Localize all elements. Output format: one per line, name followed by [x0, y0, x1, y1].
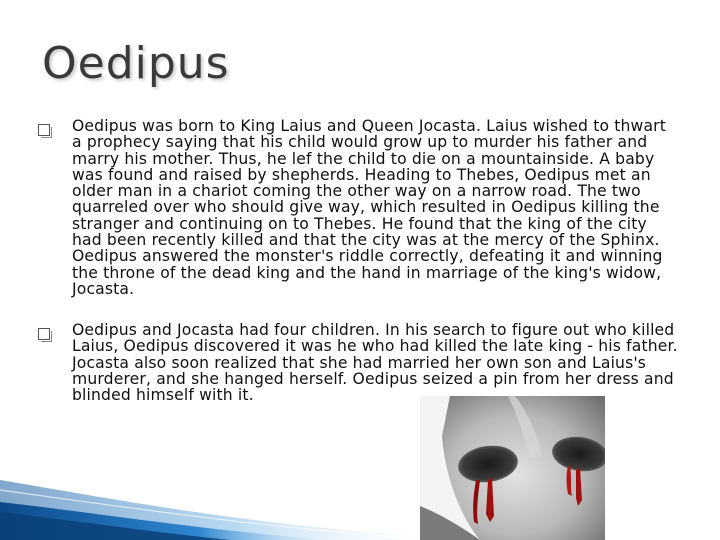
bullet-item: [38, 118, 678, 297]
bleeding-mask-image: [420, 396, 605, 540]
bullet-item: [38, 322, 678, 403]
slide-title: Oedipus: [42, 38, 230, 89]
bullet-marker-icon: [38, 328, 50, 340]
bullet-marker-icon: [38, 124, 50, 136]
bullet-text: Oedipus and Jocasta had four children. In his search to figure out who killed Laius, Oedipus discovered it was he who had killed the late king - his father. Jocasta also soon realized that she had married her own son and Laius's murderer, and she hanged herself. Oedipus seized a pin from her dress and blinded himself with it.: [72, 321, 678, 405]
mask-illustration: [420, 396, 605, 540]
corner-swoosh-decoration: [0, 450, 460, 540]
bullet-text: Oedipus was born to King Laius and Queen Jocasta. Laius wished to thwart a prophecy saying that his child would grow up to murder his father and marry his mother. Thus, he lef the child to die on a mountainside. A baby was found and raised by shepherds. Heading to Thebes, Oedipus met an older man in a chariot coming the other way on a narrow road. The two quarreled over who should give way, which resulted in Oedipus killing the stranger and continuing on to Thebes. He found that the king of the city had been recently killed and that the city was at the mercy of the Sphinx. Oedipus answered the monster's riddle correctly, defeating it and winning the throne of the dead king and the hand in marriage of the king's widow, Jocasta.: [72, 117, 666, 298]
